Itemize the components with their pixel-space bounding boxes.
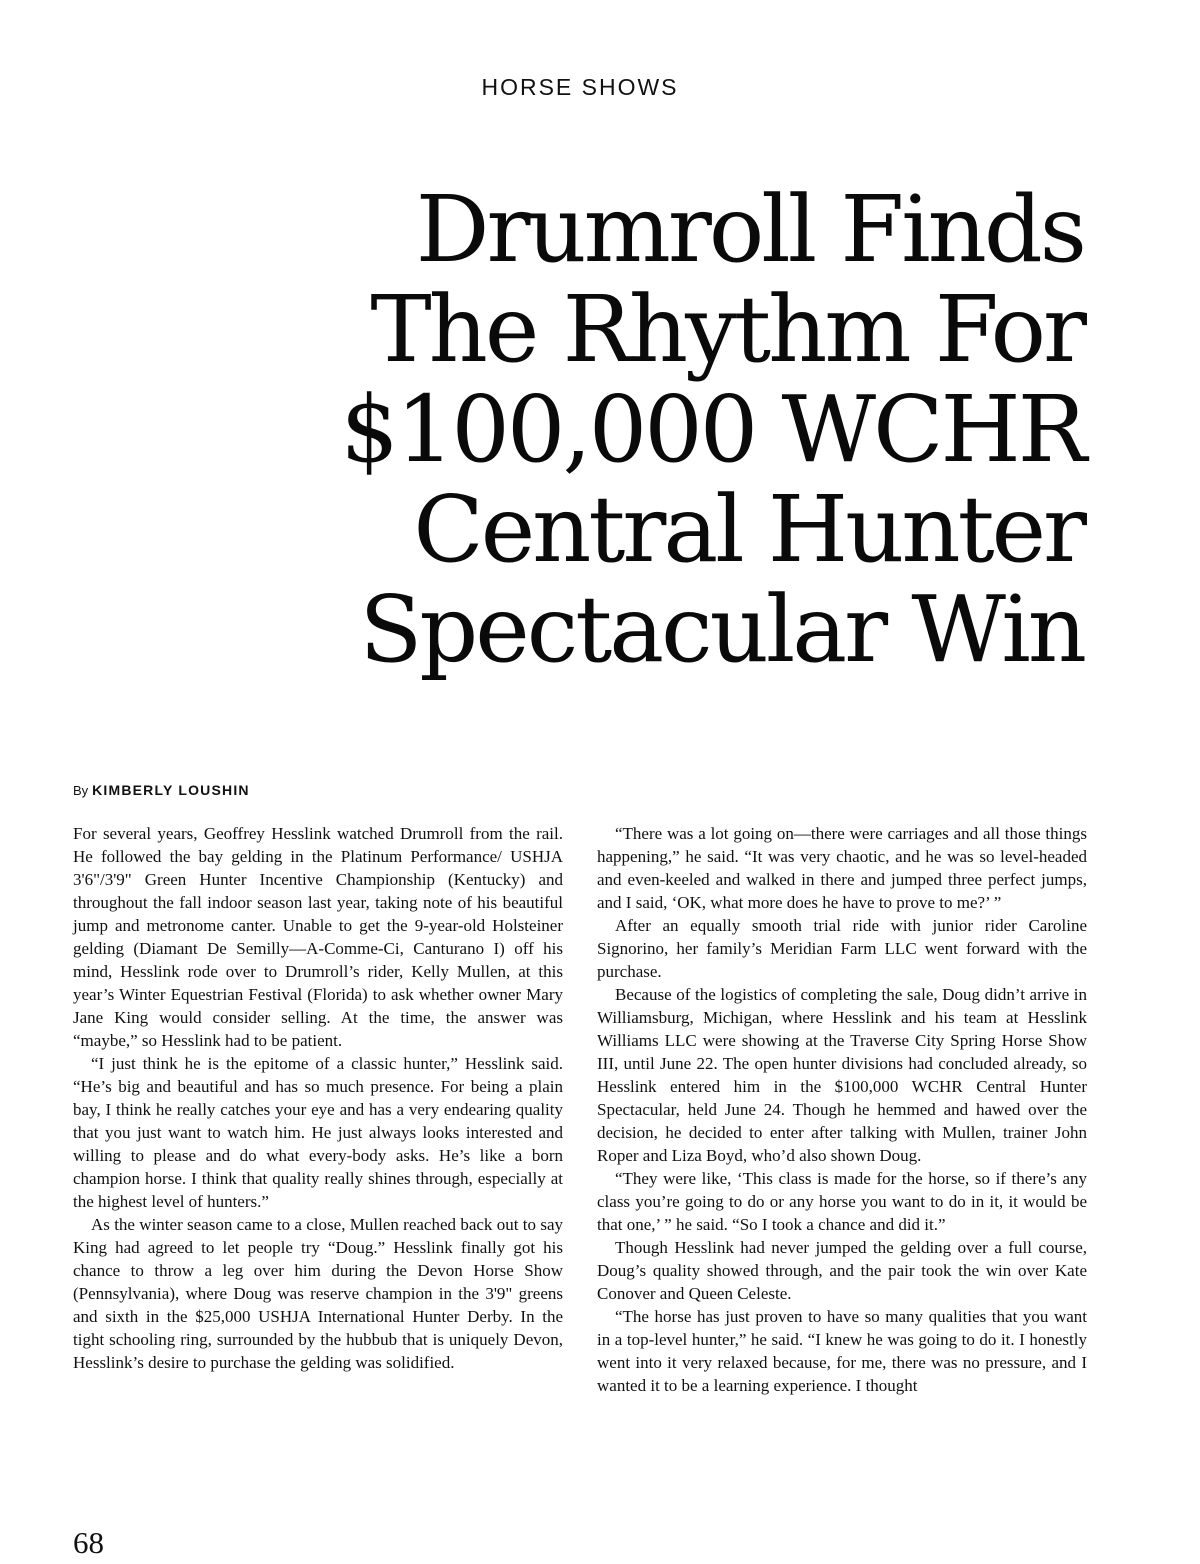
byline-author: KIMBERLY LOUSHIN (92, 782, 250, 798)
headline-line: $100,000 WCHR (340, 376, 1084, 483)
paragraph: “There was a lot going on—there were carriages and all those things happening,” he said. “It was very chaotic, and he was so level-headed and even-keeled and walked in there and jumped three perfect jumps, and I said, ‘OK, what more does he have to prove to me?’ ” (597, 824, 1087, 912)
paragraph: After an equally smooth trial ride with junior rider Caroline Signorino, her family’s Meridian Farm LLC went forward with the purchase. (597, 916, 1087, 981)
headline-line: Central Hunter (413, 476, 1084, 583)
headline-line: The Rhythm For (370, 276, 1084, 383)
paragraph: “They were like, ‘This class is made for the horse, so if there’s any class you’re going to do or any horse you want to do in it, it would be that one,’ ” he said. “So I took a chance and did it.” (597, 1169, 1087, 1234)
headline-line: Drumroll Finds (415, 176, 1084, 283)
article-headline (184, 176, 1084, 683)
headline-line: Spectacular Win (359, 576, 1084, 683)
paragraph: For several years, Geoffrey Hesslink watched Drumroll from the rail. He followed the bay gelding in the Platinum Performance/ USHJA 3'6"/3'9" Green Hunter Incentive Championship (Kentucky) and throughout the fall indoor season last year, taking note of his beautiful jump and metronome canter. Unable to get the 9-year-old Holsteiner gelding (Diamant De Semilly—A-Comme-Ci, Canturano I) off his mind, Hesslink rode over to Drumroll’s rider, Kelly Mullen, at this year’s Winter Equestrian Festival (Florida) to ask whether owner Mary Jane King would consider selling. At the time, the answer was “maybe,” so Hesslink had to be patient. (73, 824, 563, 1050)
section-label: HORSE SHOWS (481, 74, 679, 100)
paragraph: As the winter season came to a close, Mullen reached back out to say King had agreed to let people try “Doug.” Hesslink finally got his chance to throw a leg over him during the Devon Horse Show (Pennsylvania), where Doug was reserve champion in the 3'9" greens and sixth in the $25,000 USHJA International Hunter Derby. In the tight schooling ring, surrounded by the hubbub that is uniquely Devon, Hesslink’s desire to purchase the gelding was solidified. (73, 1215, 563, 1372)
byline (73, 782, 250, 798)
page-number: 68 (73, 1525, 104, 1560)
paragraph: “The horse has just proven to have so many qualities that you want in a top-level hunter,” he said. “I knew he was going to do it. I honestly went into it very relaxed because, for me, there was no pressure, and I wanted it to be a learning experience. I thought (597, 1307, 1087, 1395)
article-column-right (597, 822, 1087, 1397)
paragraph: Though Hesslink had never jumped the gelding over a full course, Doug’s quality showed through, and the pair took the win over Kate Conover and Queen Celeste. (597, 1238, 1087, 1303)
byline-prefix: By (73, 783, 89, 798)
paragraph: “I just think he is the epitome of a classic hunter,” Hesslink said. “He’s big and beautiful and has so much presence. For being a plain bay, I think he really catches your eye and has a very endearing quality that you just want to watch him. He just always looks interested and willing to please and do what every-body asks. He’s like a born champion horse. I think that quality really shines through, especially at the highest level of hunters.” (73, 1054, 563, 1211)
article-column-left (73, 822, 563, 1374)
paragraph: Because of the logistics of completing the sale, Doug didn’t arrive in Williamsburg, Michigan, where Hesslink and his team at Hesslink Williams LLC were showing at the Traverse City Spring Horse Show III, until June 22. The open hunter divisions had concluded already, so Hesslink entered him in the $100,000 WCHR Central Hunter Spectacular, held June 24. Though he hemmed and hawed over the decision, he decided to enter after talking with Mullen, trainer John Roper and Liza Boyd, who’d also shown Doug. (597, 985, 1087, 1165)
